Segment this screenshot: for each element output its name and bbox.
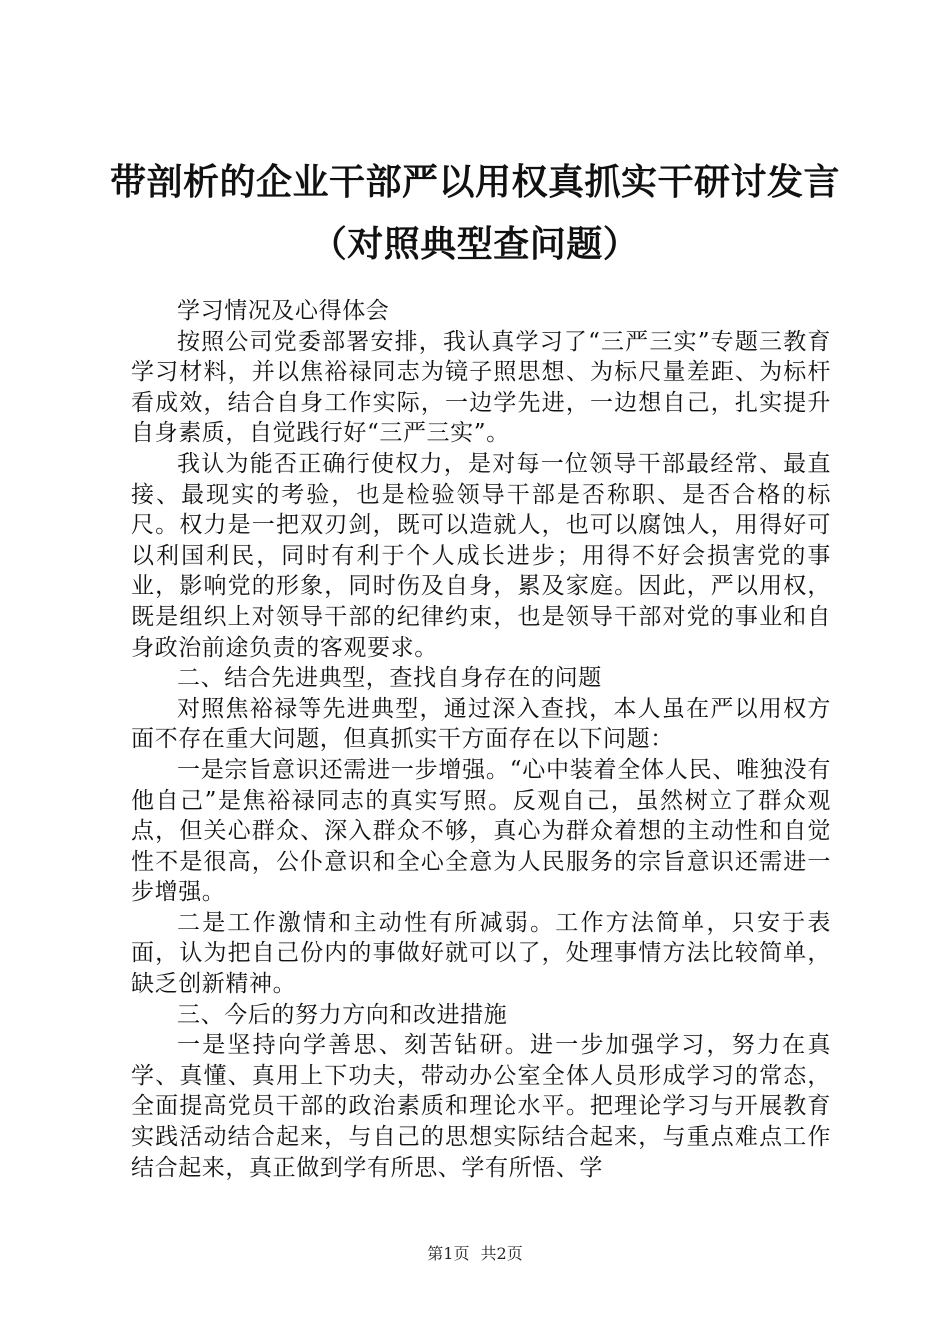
page-number: 第1页 xyxy=(427,1244,470,1263)
section-heading-study: 学习情况及心得体会 xyxy=(177,298,390,324)
section-heading-measures: 三、今后的努力方向和改进措施 xyxy=(177,1001,508,1028)
paragraph: 一是坚持向学善思、刻苦钻研。进一步加强学习，努力在真学、真懂、真用上下功夫，带动办公室全体人员形成学习的常态，全面提高党员干部的政治素质和理论水平。把理论学习与开展教育实践活动结合起来，与自己的思想实际结合起来，与重点难点工作结合起来，真正做到学有所思、学有所悟、学 xyxy=(131,1032,831,1181)
page-footer xyxy=(0,1244,950,1264)
paragraph: 二是工作激情和主动性有所减弱。工作方法简单，只安于表面，认为把自己份内的事做好就可以了，处理事情方法比较简单，缺乏创新精神。 xyxy=(131,909,831,998)
document-body xyxy=(131,296,831,1183)
paragraph: 对照焦裕禄等先进典型，通过深入查找，本人虽在严以用权方面不存在重大问题，但真抓实干方面存在以下问题： xyxy=(131,695,831,753)
paragraph: 按照公司党委部署安排，我认真学习了“三严三实”专题三教育学习材料，并以焦裕禄同志为镜子照思想、为标尺量差距、为标杆看成效，结合自身工作实际，一边学先进，一边想自己，扎实提升自身素质，自觉践行好“三严三实”。 xyxy=(131,328,831,447)
page-total: 共2页 xyxy=(480,1244,523,1263)
document-title: 带剖析的企业干部严以用权真抓实干研讨发言 xyxy=(109,161,840,203)
document-subtitle: （对照典型查问题） xyxy=(310,223,640,265)
section-heading-problems: 二、结合先进典型，查找自身存在的问题 xyxy=(177,665,602,692)
paragraph: 一是宗旨意识还需进一步增强。“心中装着全体人民、唯独没有他自己”是焦裕禄同志的真实写照。反观自己，虽然树立了群众观点，但关心群众、深入群众不够，真心为群众着想的主动性和自觉性不是很高，公仆意识和全心全意为人民服务的宗旨意识还需进一步增强。 xyxy=(131,756,831,906)
paragraph: 我认为能否正确行使权力，是对每一位领导干部最经常、最直接、最现实的考验，也是检验领导干部是否称职、是否合格的标尺。权力是一把双刃剑，既可以造就人，也可以腐蚀人，用得好可以利国利民，同时有利于个人成长进步；用得不好会损害党的事业，影响党的形象，同时伤及自身，累及家庭。因此，严以用权，既是组织上对领导干部的纪律约束，也是领导干部对党的事业和自身政治前途负责的客观要求。 xyxy=(131,450,831,661)
